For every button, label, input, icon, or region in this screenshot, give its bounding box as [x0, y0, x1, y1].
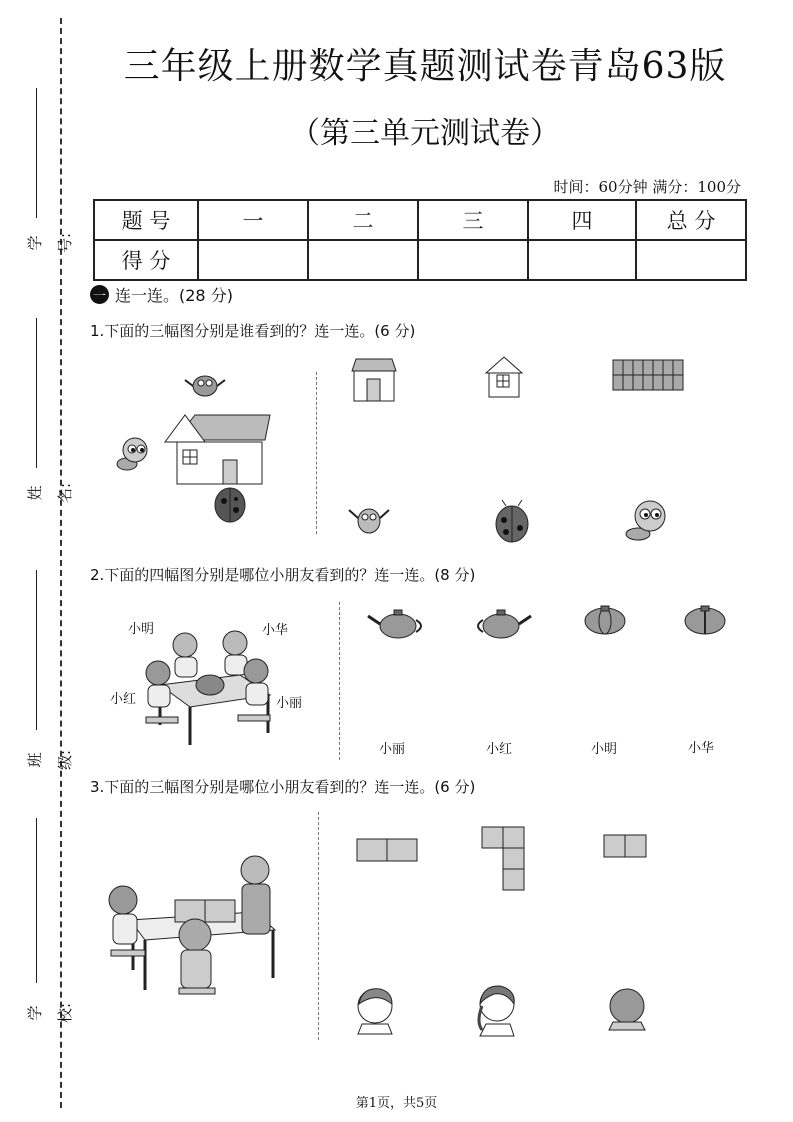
q1-view-house-top[interactable] — [612, 359, 684, 391]
ladybug-icon[interactable] — [492, 500, 532, 544]
child-xiaoming-icon — [173, 633, 197, 677]
child-girl-side-icon[interactable] — [474, 982, 520, 1036]
section-1-title: 连一连。(28 分) — [115, 286, 233, 305]
table-cell: 题 号 — [94, 200, 198, 240]
child-girl-icon — [109, 886, 137, 944]
student-id-line — [36, 88, 37, 218]
table-cell: 四 — [528, 200, 636, 240]
score-table-header-row — [94, 200, 746, 240]
teapot-view-spout-right[interactable] — [473, 606, 533, 640]
school-label: 学校: — [26, 1002, 74, 1024]
teapot-view-front[interactable] — [583, 604, 627, 636]
class-line — [36, 570, 37, 730]
table-cell: 得 分 — [94, 240, 198, 280]
child-boy-side-icon[interactable] — [352, 984, 398, 1034]
score-input-cell[interactable] — [528, 240, 636, 280]
binding-dashed-line — [60, 18, 62, 1108]
score-input-cell[interactable] — [636, 240, 746, 280]
question-3-text: 3.下面的三幅图分别是哪位小朋友看到的？连一连。(6 分) — [90, 778, 476, 796]
scene-label-xiaoming: 小明 — [128, 622, 155, 637]
question-2-divider — [339, 602, 340, 760]
answer-label[interactable]: 小明 — [591, 742, 618, 757]
page-subtitle: （第三单元测试卷） — [290, 116, 560, 151]
table-cell: 一 — [198, 200, 308, 240]
section-number-badge: 一 — [90, 285, 109, 304]
caterpillar-icon[interactable] — [624, 496, 670, 542]
section-1-header — [90, 283, 233, 306]
scene-label-xiaohua: 小华 — [262, 623, 289, 638]
score-table — [93, 199, 747, 281]
page-title: 三年级上册数学真题测试卷青岛63版 — [123, 46, 727, 87]
house-icon — [165, 415, 270, 484]
q1-scene-illustration — [105, 370, 280, 530]
teapot-view-spout-left[interactable] — [366, 606, 426, 640]
child-standing-icon — [241, 856, 270, 934]
question-3-divider — [318, 812, 319, 1040]
question-1-divider — [316, 372, 317, 534]
bird-icon[interactable] — [348, 504, 390, 538]
box-view-two-small[interactable] — [603, 834, 647, 858]
caterpillar-icon — [117, 438, 147, 470]
table-cell: 二 — [308, 200, 418, 240]
table-cell: 三 — [418, 200, 528, 240]
name-label: 姓名: — [26, 482, 74, 504]
student-id-label: 学号: — [26, 232, 74, 254]
question-2-text: 2.下面的四幅图分别是哪位小朋友看到的？连一连。(8 分) — [90, 566, 476, 584]
bird-icon — [185, 376, 225, 396]
class-label: 班级: — [26, 749, 74, 771]
score-input-cell[interactable] — [198, 240, 308, 280]
q1-view-house-front[interactable] — [350, 357, 398, 403]
answer-label[interactable]: 小丽 — [379, 742, 406, 757]
page-number: 第1页，共5页 — [355, 1096, 438, 1111]
q2-scene-illustration — [140, 625, 280, 750]
school-line — [36, 818, 37, 983]
box-view-l-shape[interactable] — [481, 826, 525, 892]
score-input-cell[interactable] — [308, 240, 418, 280]
child-xiaohua-icon — [223, 631, 247, 675]
scene-label-xiaohong: 小红 — [110, 692, 137, 707]
score-input-cell[interactable] — [418, 240, 528, 280]
answer-label[interactable]: 小红 — [486, 742, 513, 757]
ladybug-icon — [215, 488, 245, 522]
teapot-view-back[interactable] — [683, 604, 727, 636]
q1-view-house-side[interactable] — [484, 355, 524, 399]
time-info: 时间：60分钟 满分：100分 — [553, 178, 741, 196]
child-boy-icon — [179, 919, 211, 988]
name-line — [36, 318, 37, 468]
child-back-icon[interactable] — [605, 986, 649, 1030]
q3-scene-illustration — [105, 850, 295, 1020]
answer-label[interactable]: 小华 — [688, 741, 715, 756]
question-1-text: 1.下面的三幅图分别是谁看到的？连一连。(6 分) — [90, 322, 416, 340]
box-view-two-horizontal[interactable] — [356, 838, 418, 862]
scene-label-xiaoli: 小丽 — [276, 696, 303, 711]
table-cell: 总 分 — [636, 200, 746, 240]
score-table-score-row — [94, 240, 746, 280]
